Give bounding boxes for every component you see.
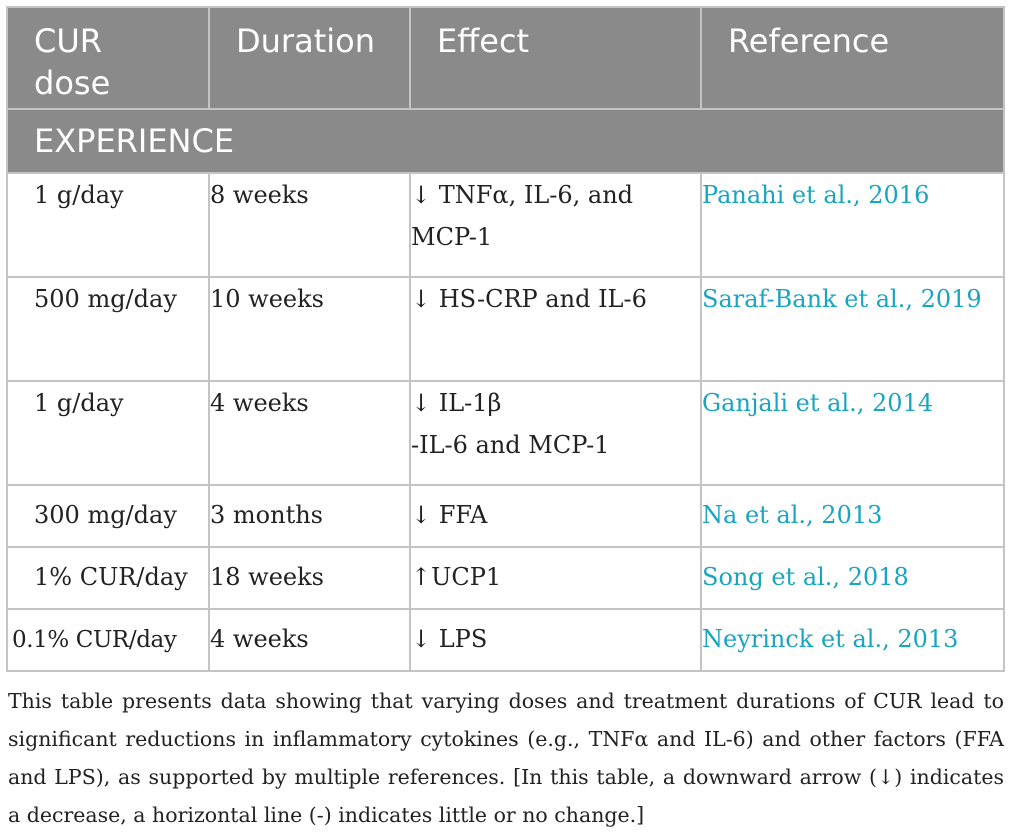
table-row [7, 381, 1004, 485]
header-effect: Effect [410, 7, 701, 109]
cell-dose: 500 mg/day [7, 277, 209, 381]
cell-duration: 4 weeks [209, 381, 410, 485]
reference-link[interactable]: Song et al., 2018 [702, 563, 909, 591]
table-row [7, 485, 1004, 547]
cell-reference [701, 381, 1004, 485]
table-container [6, 6, 1003, 672]
table-row [7, 277, 1004, 381]
cell-reference [701, 609, 1004, 671]
effect-line: -IL-6 and MCP-1 [411, 431, 610, 459]
table-row [7, 547, 1004, 609]
section-row [7, 109, 1004, 173]
cell-effect: ↓ FFA [410, 485, 701, 547]
cell-dose: 1 g/day [7, 381, 209, 485]
reference-link[interactable]: Panahi et al., 2016 [702, 181, 930, 209]
cell-duration: 18 weeks [209, 547, 410, 609]
table-caption: This table presents data showing that varying doses and treatment durations of CUR lead to significant reductions in inflammatory cytokines (e.g., TNFα and IL-6) and other factors (FFA and LPS), as supported by multiple references. [In this table, a downward arrow (↓) indicates a decrease, a horizontal line (-) indicates little or no change.] [8, 689, 1004, 827]
cell-effect: ↓ HS-CRP and IL-6 [410, 277, 701, 381]
cell-reference [701, 485, 1004, 547]
header-reference: Reference [701, 7, 1004, 109]
cell-reference [701, 277, 1004, 381]
cell-effect: ↓ TNFα, IL-6, and MCP-1 [410, 173, 701, 277]
cell-dose: 0.1% CUR/day [7, 609, 209, 671]
cell-effect: ↑UCP1 [410, 547, 701, 609]
cell-duration: 4 weeks [209, 609, 410, 671]
cell-duration: 3 months [209, 485, 410, 547]
effect-line: ↓ IL-1β [411, 389, 502, 417]
cell-duration: 8 weeks [209, 173, 410, 277]
cur-effects-table [6, 6, 1005, 672]
cell-dose: 300 mg/day [7, 485, 209, 547]
header-duration: Duration [209, 7, 410, 109]
cell-effect: ↓ LPS [410, 609, 701, 671]
reference-link[interactable]: Saraf-Bank et al., 2019 [702, 285, 982, 313]
cell-duration: 10 weeks [209, 277, 410, 381]
reference-link[interactable]: Ganjali et al., 2014 [702, 389, 934, 417]
cell-effect [410, 381, 701, 485]
table-header-row [7, 7, 1004, 109]
reference-link[interactable]: Na et al., 2013 [702, 501, 883, 529]
reference-link[interactable]: Neyrinck et al., 2013 [702, 625, 959, 653]
cell-reference [701, 173, 1004, 277]
section-label: EXPERIENCE [7, 109, 1004, 173]
cell-dose: 1% CUR/day [7, 547, 209, 609]
table-row [7, 609, 1004, 671]
cell-reference [701, 547, 1004, 609]
table-row [7, 173, 1004, 277]
header-cur-dose: CUR dose [7, 7, 209, 109]
cell-dose: 1 g/day [7, 173, 209, 277]
